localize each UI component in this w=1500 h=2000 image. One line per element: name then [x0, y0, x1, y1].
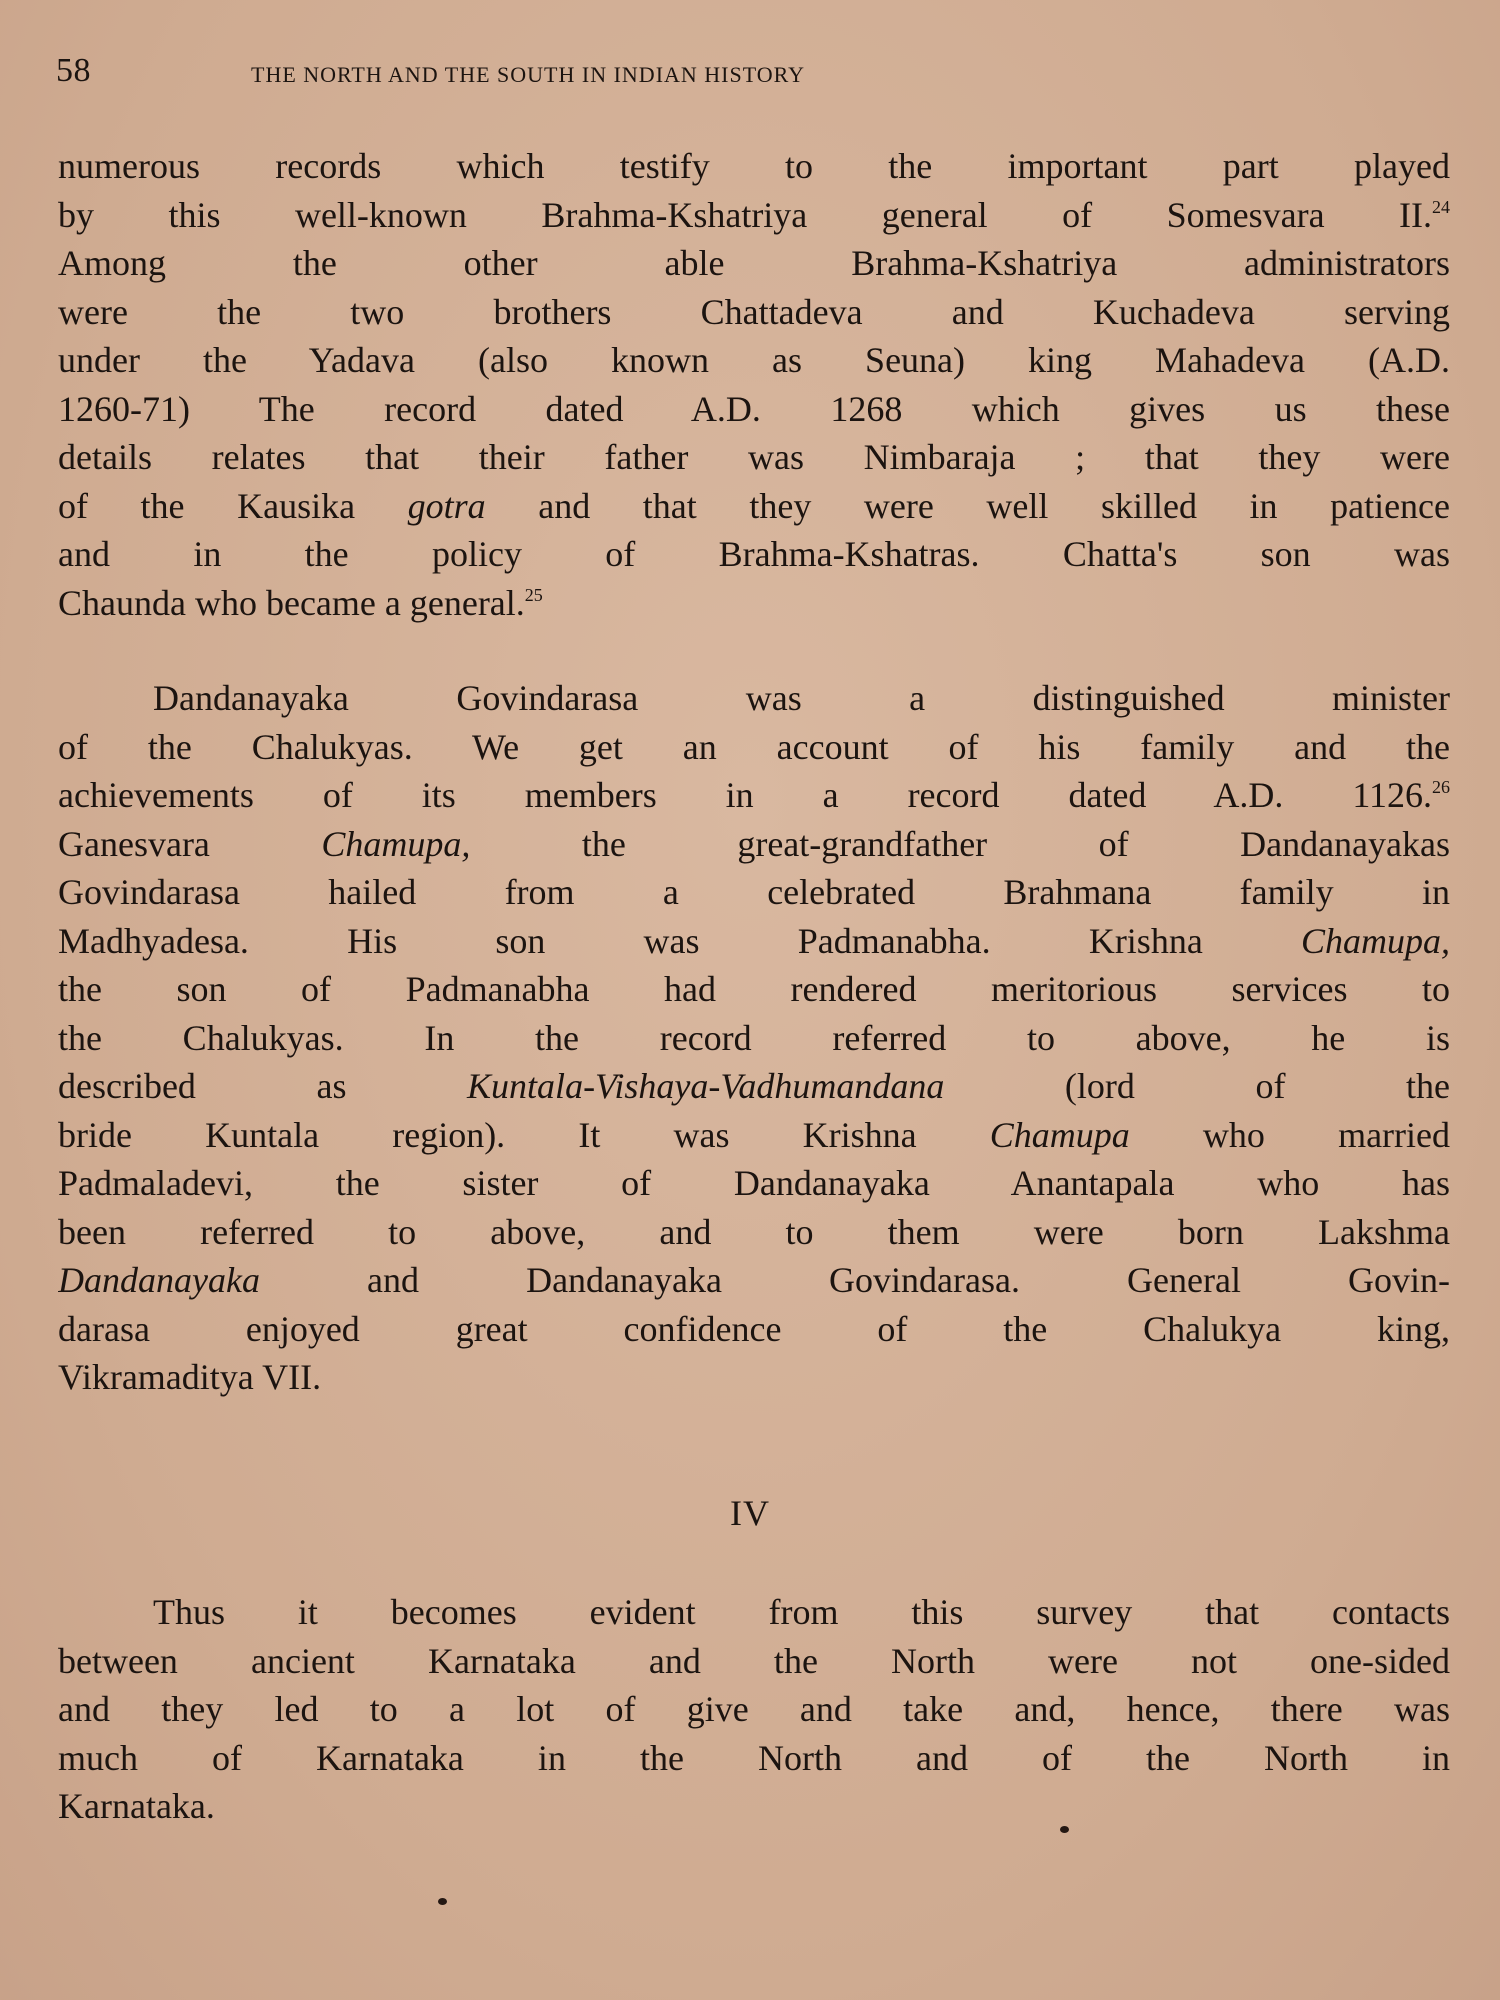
text-line: of the Kausika gotra and that they were well skilled in patience [58, 485, 1450, 526]
text-line: by this well-known Brahma-Kshatriya general of Somesvara II.$^{24}$ [58, 194, 1450, 235]
text-line: Dandanayaka and Dandanayaka Govindarasa. General Govin- [58, 1260, 1450, 1300]
paragraph-2 [58, 674, 1450, 1402]
footnote-marker: 26 [1432, 777, 1450, 797]
paragraph-1 [58, 142, 1450, 627]
text-line: were the two brothers Chattadeva and Kuchadeva serving [58, 291, 1450, 332]
text-line: Thus it becomes evident from this survey that contacts [153, 1592, 1450, 1632]
text-line: between ancient Karnataka and the North were not one-sided [58, 1640, 1450, 1681]
text-line: of the Chalukyas. We get an account of his family and the [58, 726, 1450, 767]
text-line: darasa enjoyed great confidence of the Chalukya king, [58, 1308, 1450, 1349]
text-line: the Chalukyas. In the record referred to above, he is [58, 1017, 1450, 1058]
text-line: Chaunda who became a general.$^{25}$ [58, 582, 543, 623]
text-line: and in the policy of Brahma-Kshatras. Chatta's son was [58, 534, 1450, 574]
text-line: under the Yadava (also known as Seuna) king Mahadeva (A.D. [58, 340, 1450, 380]
text-line: bride Kuntala region). It was Krishna Chamupa who married [58, 1114, 1450, 1155]
running-title: THE NORTH AND THE SOUTH IN INDIAN HISTORY [251, 62, 806, 87]
text-line: Among the other able Brahma-Kshatriya administrators [58, 243, 1450, 283]
paragraph-3 [58, 1588, 1450, 1831]
page-number: 58 [56, 52, 91, 89]
ink-speck [438, 1898, 447, 1905]
text-line: been referred to above, and to them were born Lakshma [58, 1211, 1450, 1252]
text-line: Vikramaditya VII. [58, 1357, 322, 1397]
text-line: much of Karnataka in the North and of the North in [58, 1737, 1450, 1778]
text-line: and they led to a lot of give and take and, hence, there was [58, 1689, 1450, 1729]
text-line: Ganesvara Chamupa, the great-grandfather of Dandanayakas [58, 823, 1450, 864]
text-line: Govindarasa hailed from a celebrated Brahmana family in [58, 872, 1450, 912]
text-line: achievements of its members in a record dated A.D. 1126.26 [58, 775, 1450, 815]
text-line: Padmaladevi, the sister of Dandanayaka Anantapala who has [58, 1163, 1450, 1203]
footnote-marker: 24 [1432, 196, 1450, 217]
text-line: the son of Padmanabha had rendered meritorious services to [58, 969, 1450, 1009]
text-line: Madhyadesa. His son was Padmanabha. Krishna Chamupa, [58, 920, 1450, 961]
footnote-marker: 25 [524, 584, 543, 605]
running-head [56, 52, 1256, 92]
section-heading: IV [730, 1493, 770, 1533]
text-line: Karnataka. [58, 1786, 215, 1826]
text-line: numerous records which testify to the important part played [58, 146, 1450, 186]
text-line: Dandanayaka Govindarasa was a distinguished minister [153, 678, 1450, 718]
text-line: 1260-71) The record dated A.D. 1268 which gives us these [58, 388, 1450, 429]
text-line: described as Kuntala-Vishaya-Vadhumandana (lord of the [58, 1066, 1450, 1106]
text-line: details relates that their father was Nimbaraja ; that they were [58, 437, 1450, 477]
ink-speck [1060, 1826, 1069, 1833]
